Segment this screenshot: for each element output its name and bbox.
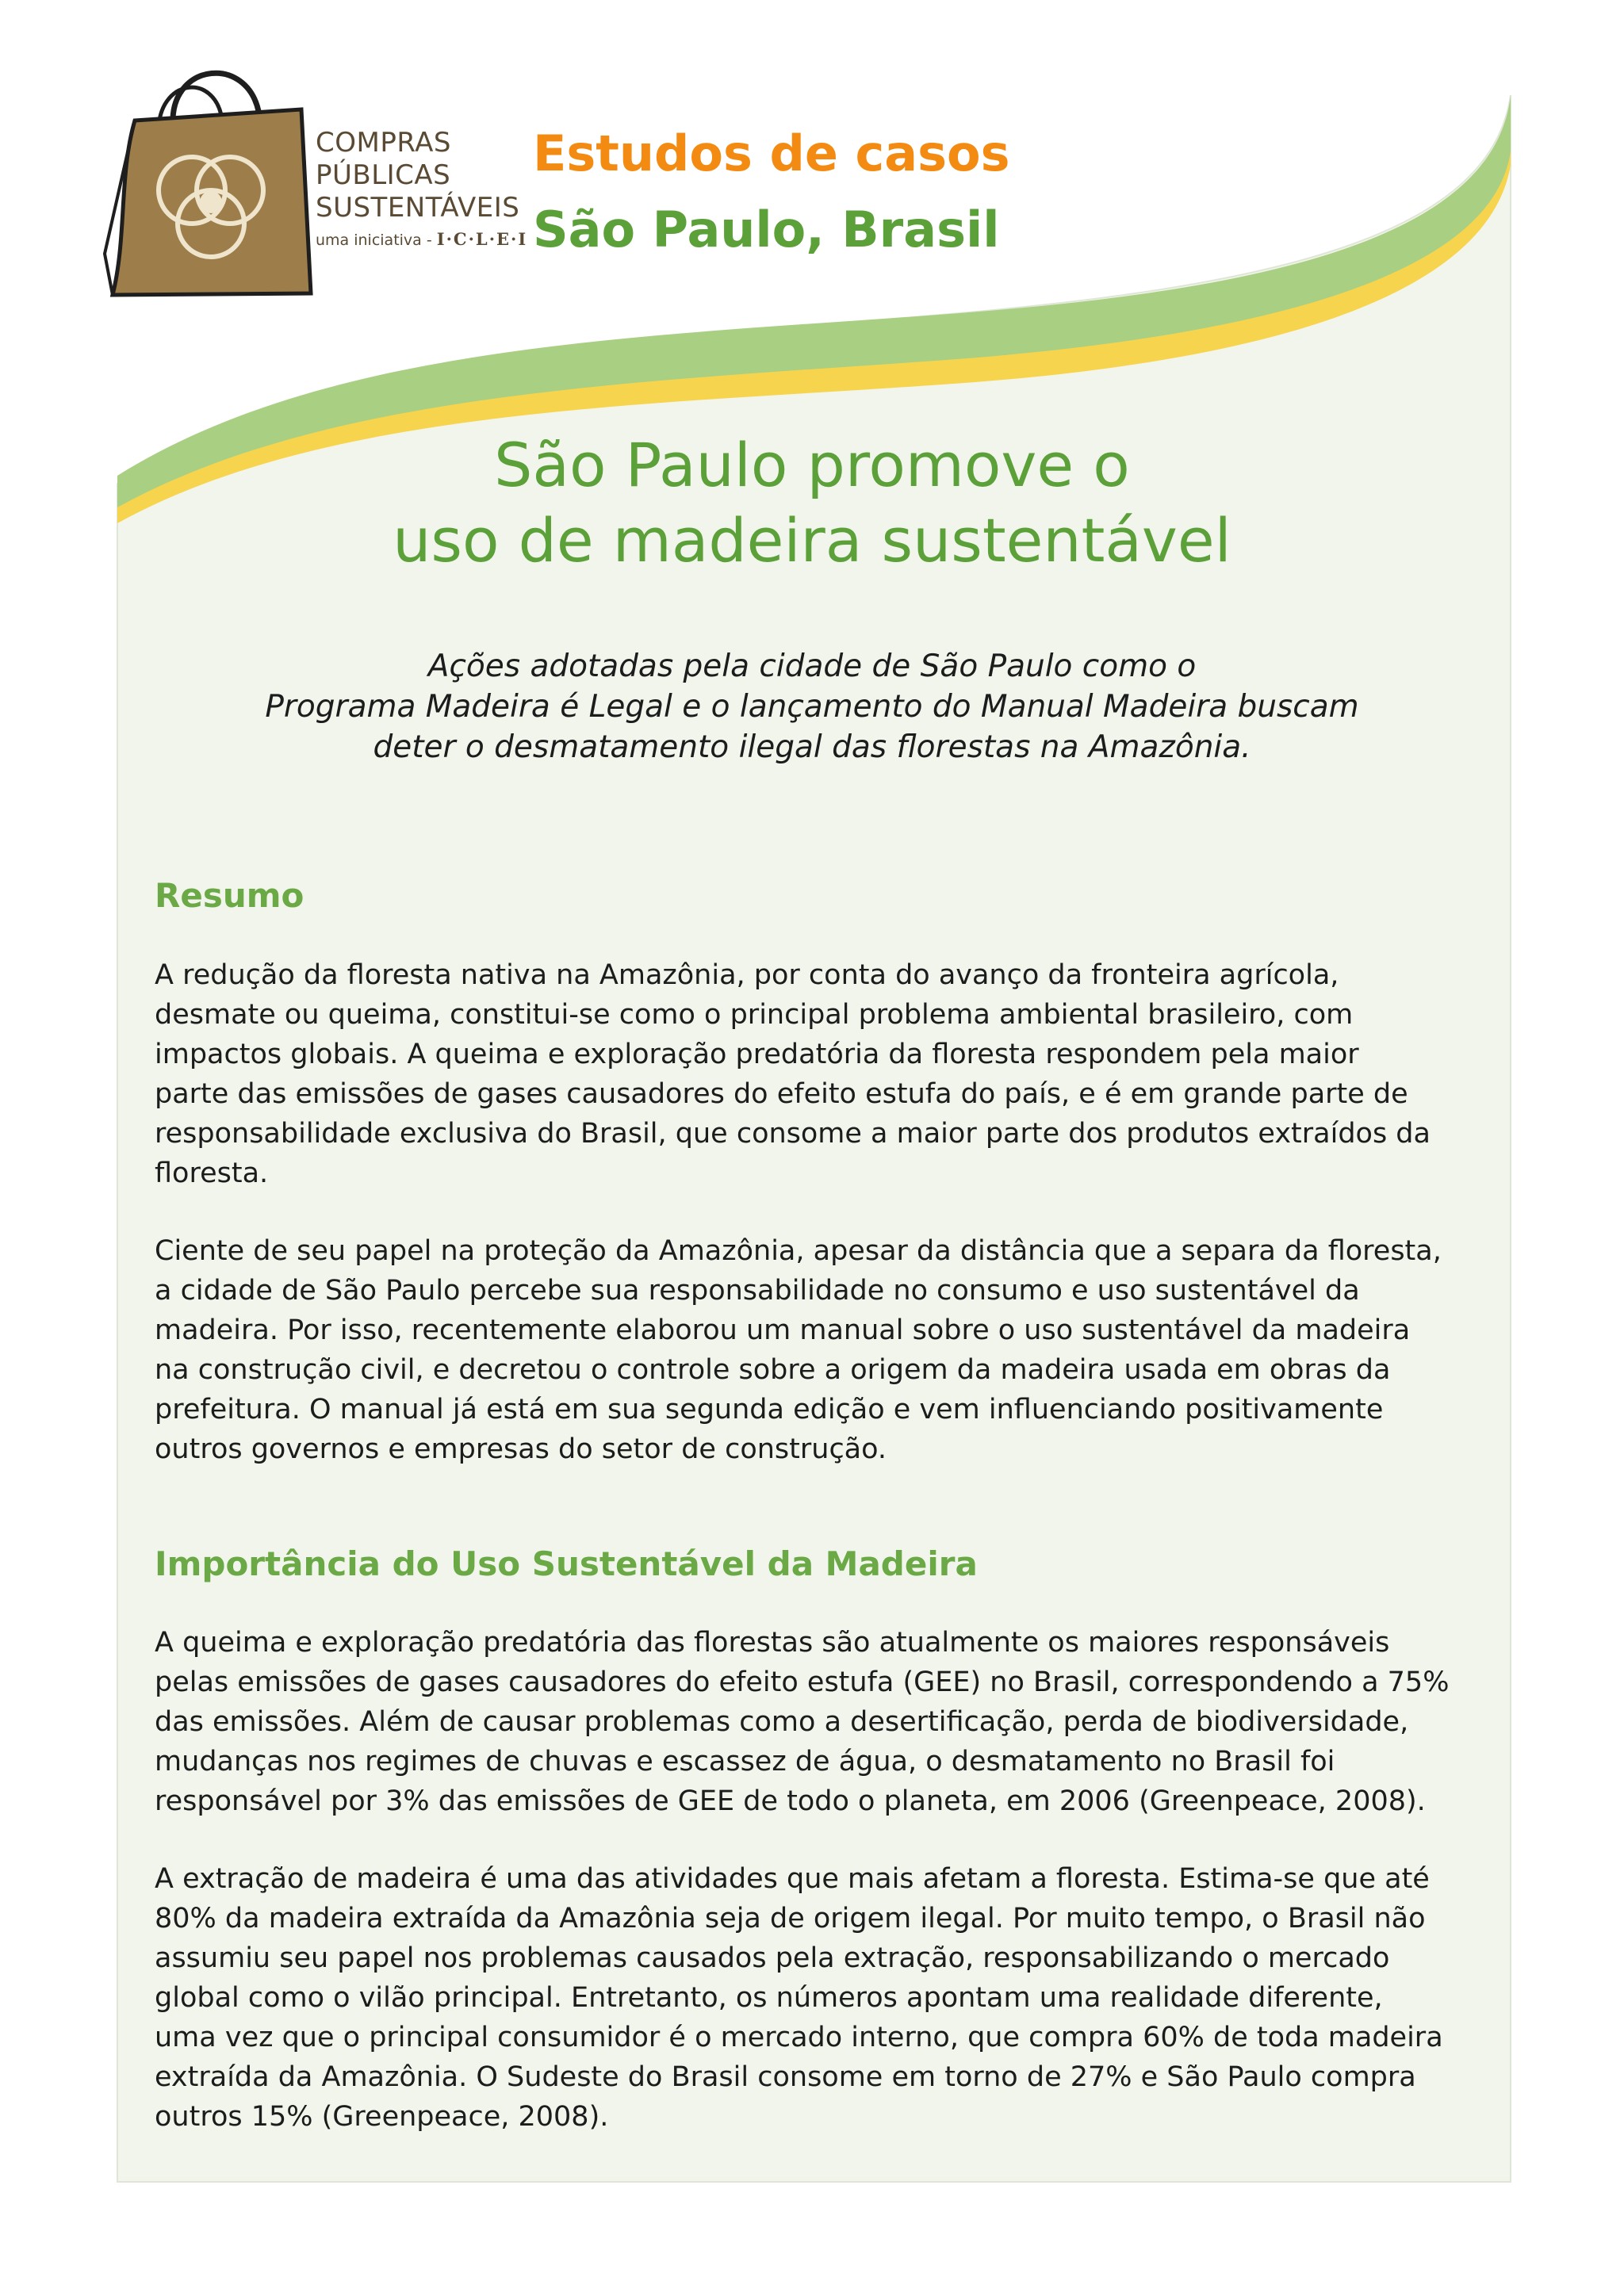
- article-title-line: uso de madeira sustentável: [393, 505, 1231, 576]
- logo-line: SUSTENTÁVEIS: [316, 192, 520, 224]
- body-line: floresta.: [155, 1158, 269, 1189]
- body-line: A extração de madeira é uma das atividades que mais afetam a floresta. Estima-se que até: [155, 1863, 1430, 1895]
- body-line: A redução da floresta nativa na Amazônia, por conta do avanço da fronteira agrícola,: [155, 959, 1339, 991]
- body-line: responsabilidade exclusiva do Brasil, que consome a maior parte dos produtos extraídos da: [155, 1118, 1431, 1150]
- header-subtitle: São Paulo, Brasil: [533, 201, 1000, 258]
- header-title: Estudos de casos: [533, 124, 1010, 182]
- body-line: outros governos e empresas do setor de construção.: [155, 1433, 887, 1465]
- logo-line: COMPRAS: [316, 127, 451, 159]
- body-line: extraída da Amazônia. O Sudeste do Brasil consome em torno de 27% e São Paulo compra: [155, 2061, 1416, 2093]
- logo-wordmark: [316, 127, 527, 249]
- body-line: pelas emissões de gases causadores do efeito estufa (GEE) no Brasil, correspondendo a 75%: [155, 1667, 1450, 1698]
- logo-line: PÚBLICAS: [316, 159, 451, 191]
- body-line: global como o vilão principal. Entretanto, os números apontam uma realidade diferente,: [155, 1982, 1383, 2014]
- body-line: assumiu seu papel nos problemas causados pela extração, responsabilizando o mercado: [155, 1942, 1390, 1974]
- body-line: desmate ou queima, constitui-se como o principal problema ambiental brasileiro, com: [155, 999, 1354, 1031]
- lead-line: Ações adotadas pela cidade de São Paulo como o: [427, 649, 1197, 684]
- lead-line: deter o desmatamento ilegal das florestas na Amazônia.: [373, 729, 1251, 765]
- logo-initiative: uma iniciativa: [316, 232, 422, 249]
- logo-org: I·C·L·E·I: [436, 229, 528, 249]
- body-line: impactos globais. A queima e exploração predatória da floresta respondem pela maior: [155, 1039, 1359, 1070]
- body-line: outros 15% (Greenpeace, 2008).: [155, 2101, 609, 2133]
- body-line: mudanças nos regimes de chuvas e escassez de água, o desmatamento no Brasil foi: [155, 1746, 1335, 1777]
- body-line: das emissões. Além de causar problemas como a desertificação, perda de biodiversidade,: [155, 1706, 1409, 1738]
- body-line: prefeitura. O manual já está em sua segunda edição e vem influenciando positivamente: [155, 1394, 1384, 1425]
- article-title-line: São Paulo promove o: [494, 430, 1130, 500]
- logo-subline: uma iniciativa - I·C·L·E·I: [316, 229, 528, 249]
- body-line: responsável por 3% das emissões de GEE de todo o planeta, em 2006 (Greenpeace, 2008).: [155, 1785, 1426, 1817]
- body-line: madeira. Por isso, recentemente elaborou um manual sobre o uso sustentável da madeira: [155, 1314, 1411, 1346]
- body-line: Ciente de seu papel na proteção da Amazônia, apesar da distância que a separa da floresta,: [155, 1235, 1442, 1267]
- body-line: parte das emissões de gases causadores do efeito estufa do país, e é em grande parte de: [155, 1078, 1408, 1110]
- body-line: 80% da madeira extraída da Amazônia seja de origem ilegal. Por muito tempo, o Brasil não: [155, 1903, 1426, 1934]
- body-line: A queima e exploração predatória das florestas são atualmente os maiores responsáveis: [155, 1627, 1390, 1659]
- body-line: a cidade de São Paulo percebe sua responsabilidade no consumo e uso sustentável da: [155, 1275, 1360, 1307]
- body-line: na construção civil, e decretou o controle sobre a origem da madeira usada em obras da: [155, 1354, 1391, 1386]
- section-heading: Resumo: [155, 876, 304, 915]
- body-line: uma vez que o principal consumidor é o mercado interno, que compra 60% de toda madeira: [155, 2022, 1443, 2053]
- section-heading: Importância do Uso Sustentável da Madeira: [155, 1544, 978, 1583]
- lead-line: Programa Madeira é Legal e o lançamento do Manual Madeira buscam: [265, 689, 1359, 725]
